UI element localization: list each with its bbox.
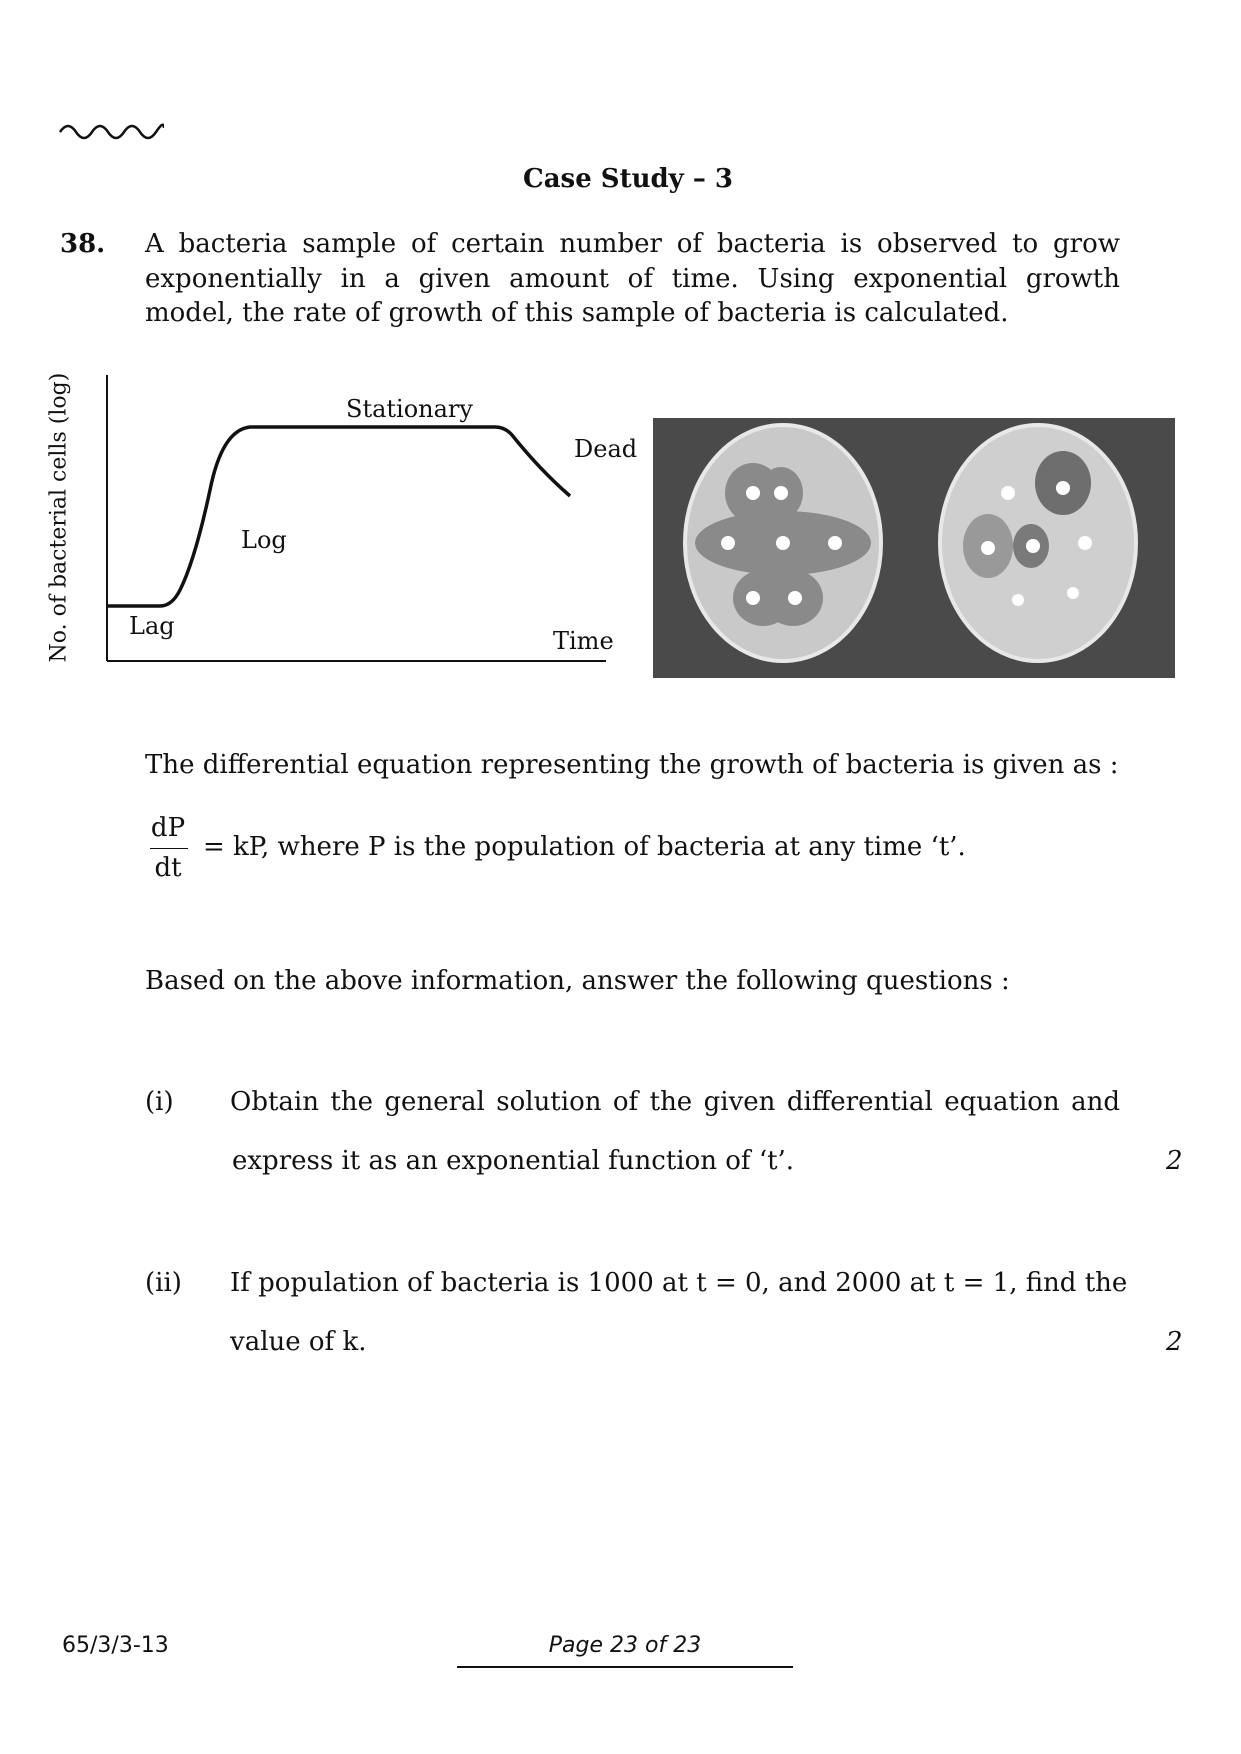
intro-line-2: exponentially in a given amount of time. Using exponential growth <box>145 264 1120 294</box>
q1-number: (i) <box>145 1087 174 1117</box>
equation-rest: = kP, where P is the population of bacteria at any time ‘t’. <box>203 832 966 862</box>
based-on-text: Based on the above information, answer the following questions : <box>145 966 1010 996</box>
label-log: Log <box>241 526 287 554</box>
growth-curve-line <box>107 427 570 606</box>
q1-line-2: express it as an exponential function of ‘t’. <box>232 1146 795 1176</box>
fraction-numerator: dP <box>150 813 186 843</box>
footer-page-number: Page 23 of 23 <box>548 1633 702 1658</box>
label-time: Time <box>553 627 614 655</box>
wavy-mark-icon <box>58 118 164 142</box>
petri-dish-photo <box>653 418 1175 678</box>
label-stationary: Stationary <box>346 395 473 423</box>
fraction-bar <box>150 848 188 849</box>
q2-line-1: If population of bacteria is 1000 at t = 0, and 2000 at t = 1, find the <box>230 1268 1128 1298</box>
graph-y-axis-label: No. of bacterial cells (log) <box>46 372 72 663</box>
intro-line-1: A bacteria sample of certain number of bacteria is observed to grow <box>145 229 1120 259</box>
label-lag: Lag <box>129 612 175 640</box>
graph-y-axis-label-wrap <box>44 370 74 680</box>
footer-code: 65/3/3-13 <box>62 1633 169 1658</box>
q2-marks: 2 <box>1166 1327 1183 1357</box>
label-dead: Dead <box>574 435 638 463</box>
case-study-heading: Case Study – 3 <box>523 164 733 194</box>
footer-underline <box>457 1666 793 1668</box>
q1-marks: 2 <box>1166 1146 1183 1176</box>
question-number: 38. <box>60 229 106 259</box>
equation-intro: The differential equation representing the growth of bacteria is given as : <box>145 750 1119 780</box>
q2-number: (ii) <box>145 1268 182 1298</box>
q1-line-1: Obtain the general solution of the given differential equation and <box>230 1087 1120 1117</box>
fraction-denominator: dt <box>154 853 182 883</box>
intro-line-3: model, the rate of growth of this sample of bacteria is calculated. <box>145 298 1009 328</box>
q2-line-2: value of k. <box>230 1327 367 1357</box>
